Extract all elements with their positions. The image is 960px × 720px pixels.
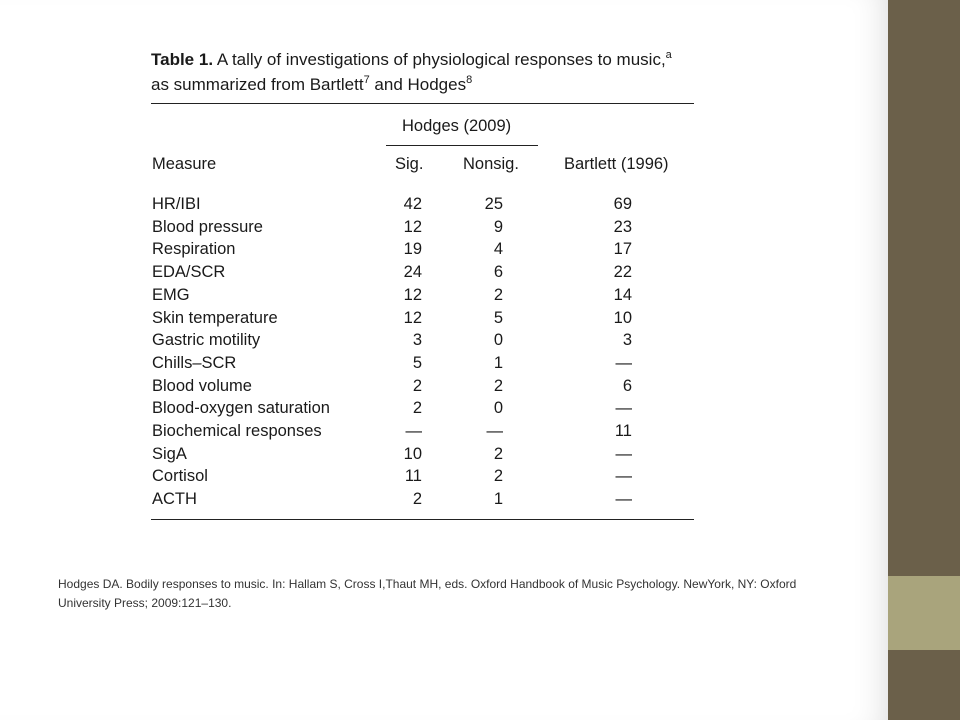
measure-cell: Blood volume: [152, 376, 252, 395]
column-header-bartlett: Bartlett (1996): [564, 155, 669, 173]
decorative-side-strip: [888, 0, 960, 720]
measure-cell: Cortisol: [152, 467, 208, 486]
table-row: [0, 377, 888, 400]
bartlett-cell: —: [615, 444, 632, 463]
nonsig-cell: 2: [493, 285, 503, 304]
sig-cell: 19: [403, 240, 422, 259]
measure-cell: SigA: [152, 444, 187, 463]
title-text-3: and Hodges: [369, 75, 467, 94]
sig-cell: 12: [403, 308, 422, 327]
nonsig-cell: 2: [493, 376, 503, 395]
sig-cell: 2: [412, 399, 422, 418]
nonsig-cell: —: [486, 422, 503, 440]
table-row: [0, 218, 888, 241]
nonsig-cell: 2: [493, 444, 503, 463]
nonsig-cell: 0: [493, 331, 503, 350]
measure-cell: EMG: [152, 285, 190, 304]
sig-cell: 12: [403, 285, 422, 304]
strip-dark-bottom: [888, 650, 960, 720]
bartlett-cell: —: [615, 353, 632, 372]
bartlett-cell: 3: [622, 331, 632, 350]
table-row: [0, 354, 888, 377]
strip-dark-top: [888, 0, 960, 576]
bartlett-cell: 11: [614, 422, 632, 440]
measure-cell: Blood-oxygen saturation: [152, 399, 330, 418]
footnote-marker-a: a: [665, 49, 672, 61]
bartlett-cell: 69: [613, 195, 632, 213]
strip-light-band: [888, 576, 960, 650]
table-row: [0, 286, 888, 309]
title-text-1: A tally of investigations of physiological responses to music,: [213, 50, 666, 69]
measure-cell: Respiration: [152, 240, 236, 259]
measure-cell: HR/IBI: [152, 195, 201, 213]
hodges-span-rule: [386, 145, 538, 146]
table-row: [0, 490, 888, 513]
table-row: [0, 445, 888, 468]
nonsig-cell: 5: [493, 308, 503, 327]
nonsig-cell: 1: [493, 353, 503, 372]
table-title: [151, 47, 711, 97]
nonsig-cell: 25: [484, 195, 503, 213]
measure-cell: EDA/SCR: [152, 263, 226, 282]
nonsig-cell: 4: [493, 240, 503, 259]
table-row: [0, 467, 888, 490]
title-text-2: as summarized from Bartlett: [151, 75, 364, 94]
sig-cell: 24: [403, 263, 422, 282]
table-row: [0, 399, 888, 422]
column-header-sig: Sig.: [395, 155, 424, 173]
sig-cell: 2: [412, 490, 422, 509]
sig-cell: 11: [404, 467, 422, 486]
measure-cell: Skin temperature: [152, 308, 278, 327]
sig-cell: 42: [403, 195, 422, 213]
hodges-span-header: Hodges (2009): [402, 117, 512, 135]
table-row: [0, 240, 888, 263]
measure-cell: Blood pressure: [152, 217, 263, 236]
bartlett-cell: 17: [613, 240, 632, 259]
bartlett-cell: —: [615, 490, 632, 509]
table-row: [0, 195, 888, 218]
sig-cell: 12: [403, 217, 422, 236]
table-row: [0, 263, 888, 286]
table-row: [0, 331, 888, 354]
bartlett-cell: 23: [613, 217, 632, 236]
sig-cell: 10: [403, 444, 422, 463]
table-row: [0, 422, 888, 445]
source-citation: Hodges DA. Bodily responses to music. In: Hallam S, Cross I,Thaut MH, eds. Oxford Handbook of Music Psychology. NewYork, NY: Oxford University Press; 2009:121–130.: [58, 577, 797, 610]
bartlett-cell: 22: [613, 263, 632, 282]
sig-cell: 3: [412, 331, 422, 350]
nonsig-cell: 2: [493, 467, 503, 486]
bartlett-cell: —: [615, 399, 632, 418]
bartlett-cell: 6: [622, 376, 632, 395]
sig-cell: —: [405, 422, 422, 440]
sig-cell: 2: [412, 376, 422, 395]
table-bottom-rule: [151, 519, 694, 520]
nonsig-cell: 0: [493, 399, 503, 418]
column-header-measure: Measure: [152, 155, 217, 173]
measure-cell: Chills–SCR: [152, 353, 237, 372]
measure-cell: Biochemical responses: [152, 422, 322, 440]
nonsig-cell: 1: [493, 490, 503, 509]
column-header-nonsig: Nonsig.: [463, 155, 519, 173]
bartlett-cell: —: [615, 467, 632, 486]
bartlett-cell: 14: [613, 285, 632, 304]
reference-marker-8: 8: [466, 74, 473, 86]
nonsig-cell: 6: [493, 263, 503, 282]
bartlett-cell: 10: [613, 308, 632, 327]
nonsig-cell: 9: [493, 217, 503, 236]
table-top-rule: [151, 103, 694, 104]
table-row: [0, 309, 888, 332]
reference-marker-7: 7: [363, 74, 370, 86]
table-number: Table 1.: [151, 50, 214, 69]
measure-cell: ACTH: [152, 490, 197, 509]
measure-cell: Gastric motility: [152, 331, 261, 350]
sig-cell: 5: [412, 353, 422, 372]
